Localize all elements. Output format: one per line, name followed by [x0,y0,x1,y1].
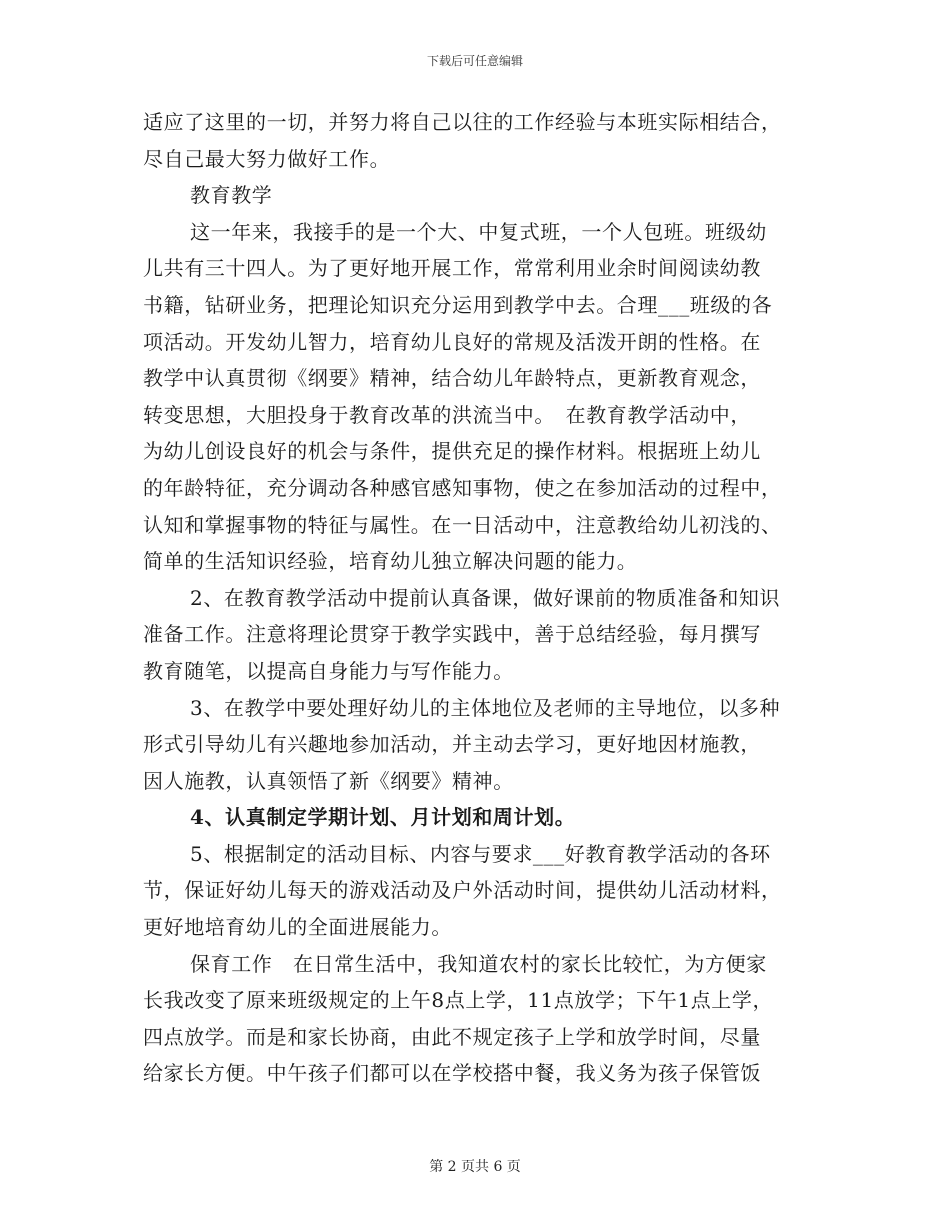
text-line: 5、根据制定的活动目标、内容与要求___好教育教学活动的各环 [190,841,771,866]
document-body [143,104,815,1092]
text-line: 教育随笔，以提高自身能力与写作能力。 [143,658,514,683]
text-line: 4、认真制定学期计划、月计划和周计划。 [190,805,576,830]
page-footer: 第 2 页共 6 页 [429,1159,521,1175]
text-line: 保育工作 在日常生活中，我知道农村的家长比较忙，为方便家 [190,951,767,976]
text-line: 因人施教，认真领悟了新《纲要》精神。 [143,768,514,793]
text-line: 转变思想，大胆投身于教育改革的洪流当中。 在教育教学活动中， [143,402,751,427]
text-line: 四点放学。而是和家长协商，由此不规定孩子上学和放学时间，尽量 [143,1024,761,1049]
text-line: 认知和掌握事物的特征与属性。在一日活动中，注意教给幼儿初浅的、 [143,512,782,537]
text-line: 尽自己最大努力做好工作。 [143,146,391,171]
page-header: 下载后可任意编辑 [426,54,523,68]
text-line: 长我改变了原来班级规定的上午8点上学，11点放学；下午1点上学， [143,988,774,1013]
text-line: 更好地培育幼儿的全面进展能力。 [143,915,452,940]
text-line: 教育教学 [190,183,273,208]
text-line: 给家长方便。中午孩子们都可以在学校搭中餐，我义务为孩子保管饭 [143,1061,761,1086]
text-line: 这一年来，我接手的是一个大、中复式班，一个人包班。班级幼 [190,219,767,244]
text-line: 书籍，钻研业务，把理论知识充分运用到教学中去。合理___班级的各 [143,292,773,317]
text-line: 项活动。开发幼儿智力，培育幼儿良好的常规及活泼开朗的性格。在 [143,329,761,354]
text-line: 为幼儿创设良好的机会与条件，提供充足的操作材料。根据班上幼儿 [143,439,761,464]
text-line: 3、在教学中要处理好幼儿的主体地位及老师的主导地位，以多种 [190,695,781,720]
text-line: 的年龄特征，充分调动各种感官感知事物，使之在参加活动的过程中， [143,475,782,500]
text-line: 节，保证好幼儿每天的游戏活动及户外活动时间，提供幼儿活动材料， [143,878,782,903]
text-line: 教学中认真贯彻《纲要》精神，结合幼儿年龄特点，更新教育观念， [143,366,761,391]
text-line: 儿共有三十四人。为了更好地开展工作，常常利用业余时间阅读幼教 [143,256,761,281]
text-line: 适应了这里的一切，并努力将自己以往的工作经验与本班实际相结合， [143,110,782,134]
text-line: 形式引导幼儿有兴趣地参加活动，并主动去学习，更好地因材施教， [143,732,761,757]
text-line: 2、在教育教学活动中提前认真备课，做好课前的物质准备和知识 [190,585,781,610]
text-line: 准备工作。注意将理论贯穿于教学实践中，善于总结经验，每月撰写 [143,622,761,647]
text-line: 简单的生活知识经验，培育幼儿独立解决问题的能力。 [143,549,638,574]
